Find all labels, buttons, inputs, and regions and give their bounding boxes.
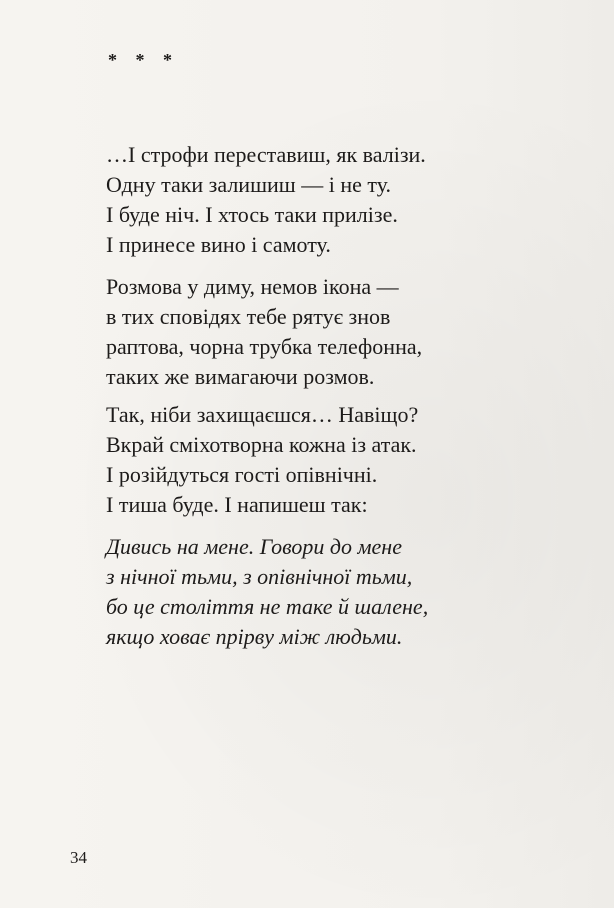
- section-stars: * * *: [108, 50, 179, 70]
- page-number: 34: [70, 848, 87, 867]
- stanza-3: [106, 400, 546, 520]
- poem-line: Одну таки залишиш — і не ту.: [106, 172, 392, 197]
- poem-line: Так, ніби захищаєшся… Навіщо?: [106, 402, 419, 427]
- stanza-4-italic: [106, 532, 546, 652]
- poem-line: І тиша буде. І напишеш так:: [106, 492, 368, 517]
- poem-line: в тих сповідях тебе рятує знов: [106, 304, 391, 329]
- poem-line: І принесе вино і самоту.: [106, 232, 331, 257]
- stanza-2: [106, 272, 546, 392]
- poem-line: І розійдуться гості опівнічні.: [106, 462, 378, 487]
- poem-line: з нічної тьми, з опівнічної тьми,: [106, 564, 413, 589]
- poem-line: таких же вимагаючи розмов.: [106, 364, 375, 389]
- poem-line: раптова, чорна трубка телефонна,: [106, 334, 423, 359]
- poem-line: якщо ховає прірву між людьми.: [106, 624, 403, 649]
- poem-line: Розмова у диму, немов ікона —: [106, 274, 399, 299]
- poem-line: Дивись на мене. Говори до мене: [106, 534, 402, 559]
- poem-line: …І строфи переставиш, як валізи.: [106, 142, 426, 167]
- stanza-1: [106, 140, 546, 260]
- poem-line: бо це століття не таке й шалене,: [106, 594, 429, 619]
- poem-line: Вкрай сміхотворна кожна із атак.: [106, 432, 417, 457]
- poem-line: І буде ніч. І хтось таки прилізе.: [106, 202, 398, 227]
